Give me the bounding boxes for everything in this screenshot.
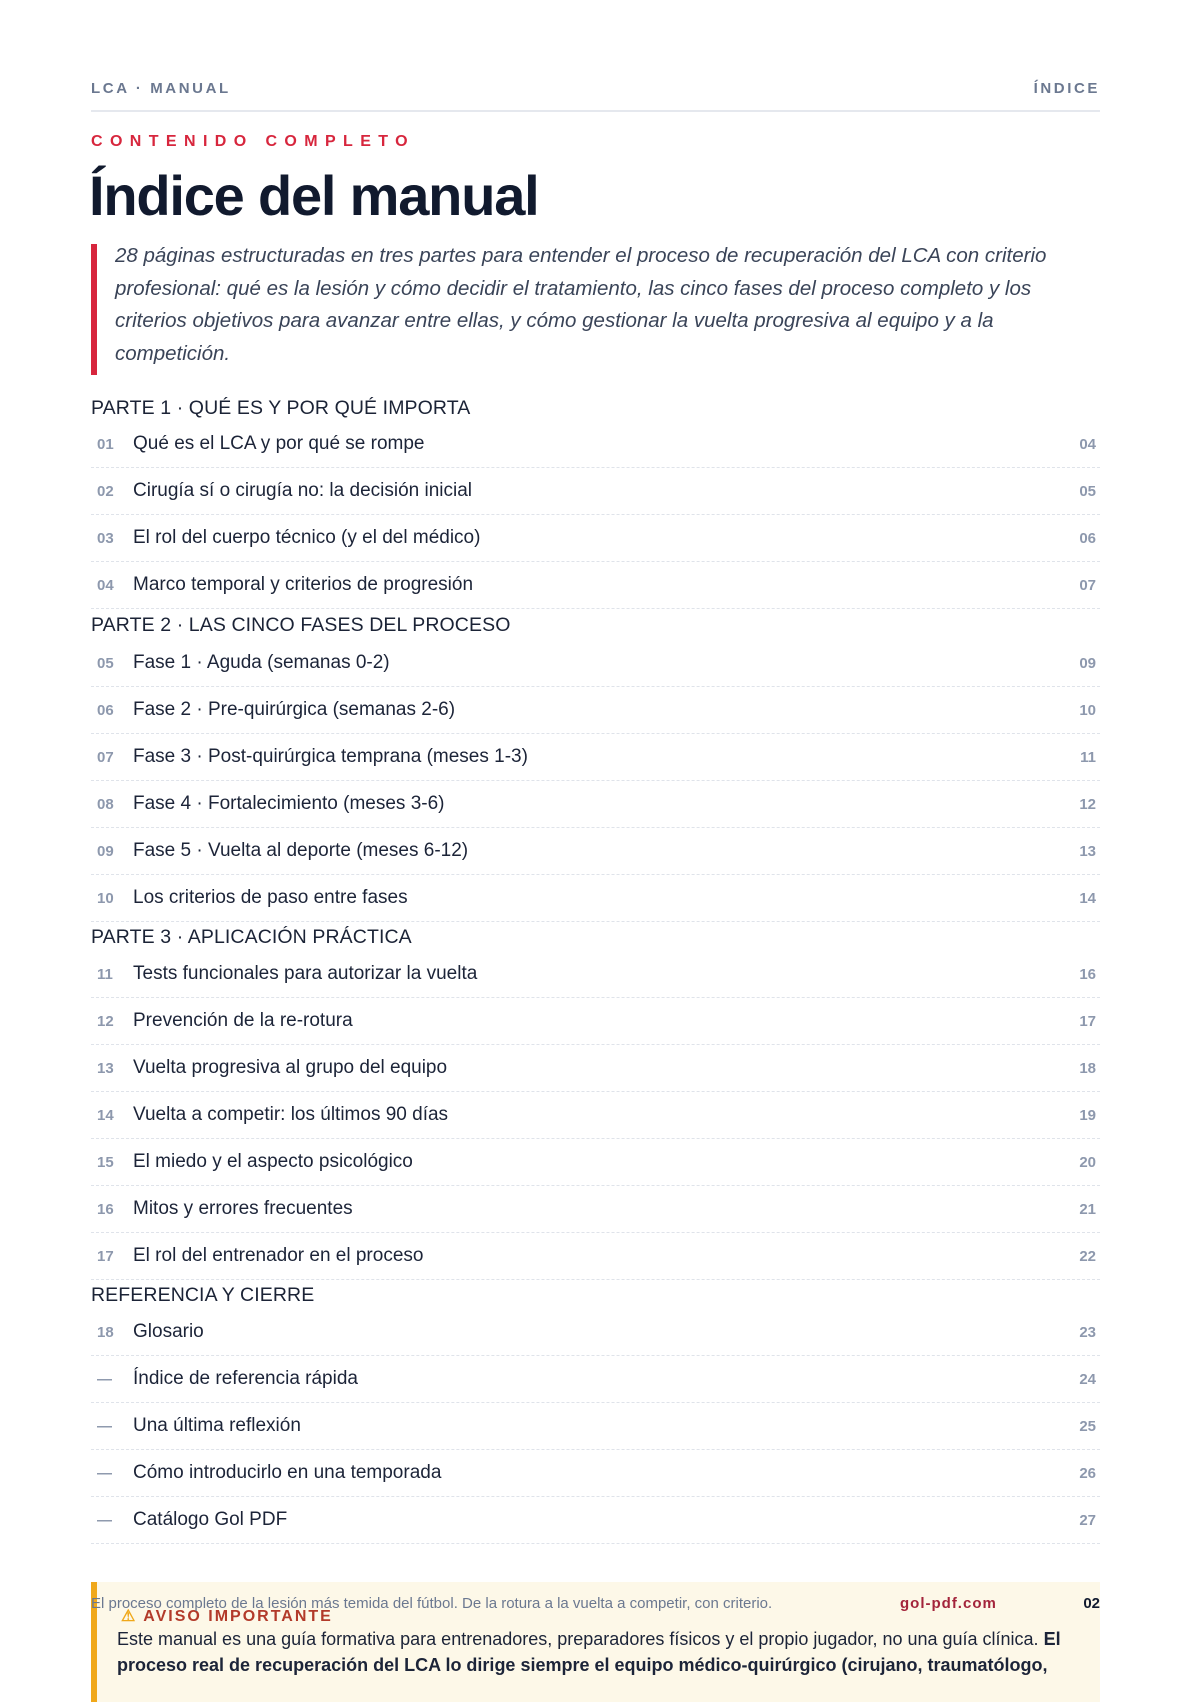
toc-number: 14	[97, 1106, 114, 1124]
section-kicker: CONTENIDO COMPLETO	[91, 133, 416, 150]
toc-number: —	[97, 1370, 112, 1388]
toc-page: 09	[1079, 654, 1096, 672]
header-right: ÍNDICE	[1033, 80, 1100, 97]
toc-label: Mitos y errores frecuentes	[133, 1198, 353, 1219]
toc-number: 07	[97, 748, 114, 766]
toc-label: Fase 3 · Post-quirúrgica temprana (meses 1-3)	[133, 746, 528, 767]
toc-page: 19	[1079, 1106, 1096, 1124]
notice-title: AVISO IMPORTANTE	[143, 1608, 333, 1625]
toc-number: 12	[97, 1012, 114, 1030]
toc-number: 10	[97, 889, 114, 907]
toc-row[interactable]	[91, 1356, 1100, 1403]
toc-row[interactable]	[91, 1045, 1100, 1092]
toc-row[interactable]	[91, 875, 1100, 922]
toc-number: 05	[97, 654, 114, 672]
toc-page: 06	[1079, 529, 1096, 547]
toc-row[interactable]	[91, 1186, 1100, 1233]
header-divider	[91, 110, 1100, 112]
toc-label: El rol del entrenador en el proceso	[133, 1245, 424, 1266]
toc-number: 13	[97, 1059, 114, 1077]
toc-number: —	[97, 1417, 112, 1435]
manual-page	[91, 0, 1100, 1683]
toc-label: Glosario	[133, 1321, 204, 1342]
toc-label: Los criterios de paso entre fases	[133, 887, 408, 908]
toc-page: 13	[1079, 842, 1096, 860]
toc-number: 08	[97, 795, 114, 813]
intro-text: 28 páginas estructuradas en tres partes para entender el proceso de recuperación del LCA con criterio profesional: qué es la lesión y cómo decidir el tratamiento, las cinco fases del proceso completo y los criterios objetivos para avanzar entre ellas, y cómo gestionar la vuelta progresiva al equipo y a la competición.	[115, 244, 1047, 365]
toc-number: 15	[97, 1153, 114, 1171]
toc-number: —	[97, 1464, 112, 1482]
toc-page: 18	[1079, 1059, 1096, 1077]
footer-site-link[interactable]: gol-pdf.com	[900, 1595, 997, 1612]
toc-label: El miedo y el aspecto psicológico	[133, 1151, 413, 1172]
toc-page: 27	[1079, 1511, 1096, 1529]
toc-row[interactable]	[91, 640, 1100, 687]
header-left: LCA · MANUAL	[91, 80, 231, 97]
notice-body-text: Este manual es una guía formativa para entrenadores, preparadores físicos y el propio jugador, no una guía clínica.	[117, 1629, 1039, 1649]
toc-number: 16	[97, 1200, 114, 1218]
part-3-title: PARTE 3 · APLICACIÓN PRÁCTICA	[91, 926, 412, 948]
running-header	[91, 80, 1100, 97]
toc-number: 09	[97, 842, 114, 860]
toc-page: 26	[1079, 1464, 1096, 1482]
toc-row[interactable]	[91, 781, 1100, 828]
page-number: 02	[1083, 1595, 1100, 1612]
toc-row[interactable]	[91, 998, 1100, 1045]
toc-number: 17	[97, 1247, 114, 1265]
toc-number: 03	[97, 529, 114, 547]
toc-label: Fase 2 · Pre-quirúrgica (semanas 2-6)	[133, 699, 456, 720]
toc-number: 18	[97, 1323, 114, 1341]
toc-page: 23	[1079, 1323, 1096, 1341]
toc-number: —	[97, 1511, 112, 1529]
toc-page: 24	[1079, 1370, 1096, 1388]
part-2-title: PARTE 2 · LAS CINCO FASES DEL PROCESO	[91, 614, 511, 636]
intro-quote	[91, 244, 1100, 375]
toc-row[interactable]	[91, 421, 1100, 468]
footer-tagline: El proceso completo de la lesión más temida del fútbol. De la rotura a la vuelta a competir, con criterio.	[91, 1595, 773, 1612]
toc-row[interactable]	[91, 1139, 1100, 1186]
notice-body-strong: El proceso real de recuperación del LCA lo dirige siempre el equipo médico-quirúrgico (cirujano, traumatólogo,	[117, 1629, 1061, 1675]
toc-label: Vuelta a competir: los últimos 90 días	[133, 1104, 449, 1125]
toc-row[interactable]	[91, 562, 1100, 609]
page-title: Índice del manual	[89, 164, 539, 227]
toc-page: 11	[1080, 748, 1096, 766]
part-3-list	[91, 951, 1100, 1280]
toc-label: Catálogo Gol PDF	[133, 1509, 288, 1530]
part-1-list	[91, 421, 1100, 609]
toc-row[interactable]	[91, 1309, 1100, 1356]
toc-page: 16	[1079, 965, 1096, 983]
part-4-list	[91, 1309, 1100, 1544]
toc-number: 04	[97, 576, 114, 594]
toc-label: Fase 5 · Vuelta al deporte (meses 6-12)	[133, 840, 469, 861]
warning-icon: ⚠	[121, 1608, 138, 1625]
toc-page: 17	[1079, 1012, 1096, 1030]
toc-page: 22	[1079, 1247, 1096, 1265]
part-1-title: PARTE 1 · QUÉ ES Y POR QUÉ IMPORTA	[91, 397, 471, 419]
toc-row[interactable]	[91, 687, 1100, 734]
toc-label: Marco temporal y criterios de progresión	[133, 574, 474, 595]
toc-row[interactable]	[91, 734, 1100, 781]
toc-page: 05	[1079, 482, 1096, 500]
toc-number: 06	[97, 701, 114, 719]
toc-page: 25	[1079, 1417, 1096, 1435]
toc-label: Prevención de la re-rotura	[133, 1010, 353, 1031]
toc-row[interactable]	[91, 1450, 1100, 1497]
toc-row[interactable]	[91, 1497, 1100, 1544]
toc-number: 11	[97, 965, 113, 983]
part-2-list	[91, 640, 1100, 922]
toc-number: 01	[97, 435, 114, 453]
toc-label: Fase 1 · Aguda (semanas 0-2)	[133, 652, 390, 673]
toc-page: 21	[1079, 1200, 1096, 1218]
toc-row[interactable]	[91, 1403, 1100, 1450]
toc-label: Cómo introducirlo en una temporada	[133, 1462, 442, 1483]
toc-row[interactable]	[91, 951, 1100, 998]
toc-label: Índice de referencia rápida	[133, 1368, 358, 1389]
toc-label: Cirugía sí o cirugía no: la decisión inicial	[133, 480, 473, 501]
toc-label: Tests funcionales para autorizar la vuelta	[133, 963, 478, 984]
toc-number: 02	[97, 482, 114, 500]
toc-row[interactable]	[91, 1233, 1100, 1280]
toc-row[interactable]	[91, 515, 1100, 562]
toc-page: 04	[1079, 435, 1096, 453]
toc-row[interactable]	[91, 468, 1100, 515]
toc-row[interactable]	[91, 828, 1100, 875]
toc-label: Fase 4 · Fortalecimiento (meses 3-6)	[133, 793, 445, 814]
toc-label: Qué es el LCA y por qué se rompe	[133, 433, 425, 454]
toc-label: Una última reflexión	[133, 1415, 301, 1436]
notice-body	[117, 1626, 1077, 1678]
toc-label: El rol del cuerpo técnico (y el del médico)	[133, 527, 481, 548]
toc-label: Vuelta progresiva al grupo del equipo	[133, 1057, 448, 1078]
part-4-title: REFERENCIA Y CIERRE	[91, 1284, 315, 1306]
toc-page: 14	[1079, 889, 1096, 907]
toc-page: 12	[1079, 795, 1096, 813]
toc-page: 10	[1079, 701, 1096, 719]
toc-page: 20	[1079, 1153, 1096, 1171]
toc-page: 07	[1079, 576, 1096, 594]
toc-row[interactable]	[91, 1092, 1100, 1139]
